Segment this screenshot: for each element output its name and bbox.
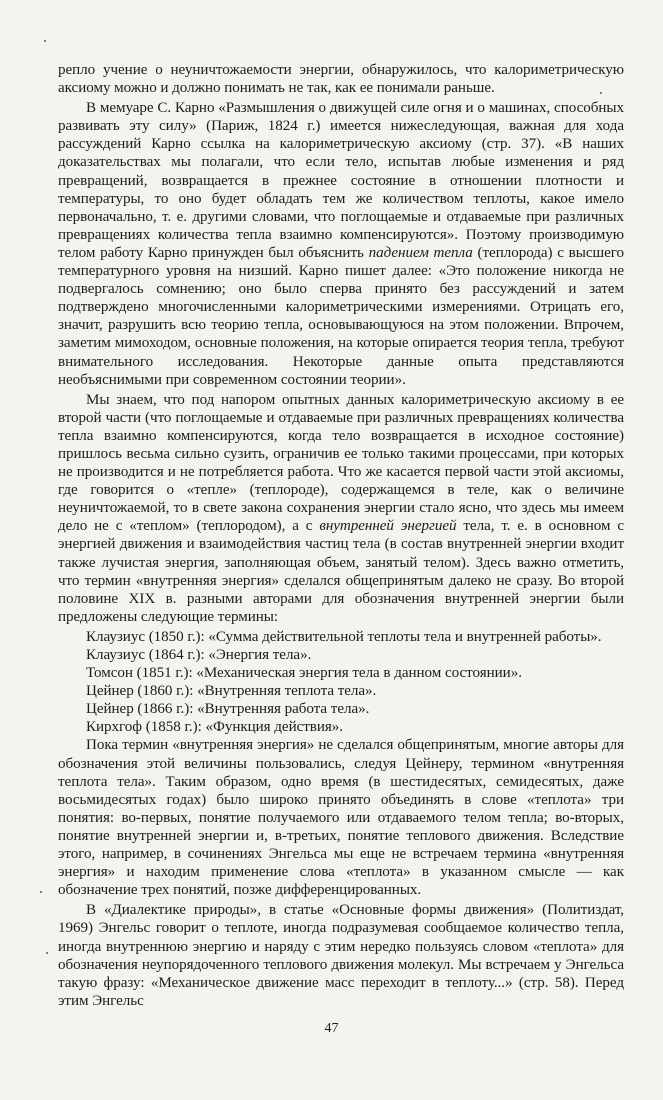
scan-speck <box>40 891 42 893</box>
page-number: 47 <box>324 1021 339 1036</box>
definition-line <box>58 682 624 700</box>
text-run: Мы знаем, что под напором опытных данных калориметрическую аксиому в ее второй части (что поглощаемые и отдаваемые при различных превращениях количества тепла взаимно компенсируются, когда тело возвращается в исходное состояние) пришлось весьма сильно сузить, ограничив ее только такими процессами, при которых не производится и не потребляется работа. Что же касается первой части этой аксиомы, где говорится о «тепле» (теплороде), содержащемся в теле, как о величине неуничтожаемой, то в свете закона сохранения энергии стало ясно, что здесь мы имеем дело не с «теплом» (теплородом), а с <box>58 391 624 535</box>
text-run: В мемуаре С. Карно «Размышления о движущей силе огня и о машинах, способных развивать эту силу» (Париж, 1824 г.) имеется нижеследующая, важная для хода рассуждений Карно ссылка на калориметрическую аксиому (стр. 37). «В наших доказательствах мы полагали, что если тело, испытав любые изменения и ряд превращений, возвращается в прежнее состояние в отношении плотности и температуры, то оно будет обладать тем же количеством теплоты, какое имело первоначально, т. е. другими словами, что поглощаемые и отдаваемые при различных превращениях количества тепла взаимно компенсируются». Поэтому производимую телом работу Карно принужден был объяснить <box>58 100 624 261</box>
text-run: В «Диалектике природы», в статье «Основные формы движения» (Политиздат, 1969) Энгельс говорит о теплоте, иногда подразумевая сообщаемое количество тепла, иногда внутреннюю энергию и наряду с этим нередко пользуясь словом «теплота» для обозначения неупорядоченного теплового движения молекул. Мы встречаем у Энгельса такую фразу: «Механическое движение масс переходит в теплоту...» (стр. 58). Перед этим Энгельс <box>58 902 624 1009</box>
text-run: (теплорода) с высшего температурного уровня на низший. Карно пишет далее: «Это положение никогда не подвергалось сомнению; оно было сперва принято без рассуждений и затем подтверждено многочисленными калориметрическими измерениями. Отрицать его, значит, разрушить всю теорию тепла, основывающуюся на этом положении. Впрочем, заметим мимоходом, основные положения, на которые опирается теория тепла, требуют внимательного исследования. Некоторые данные опыта представляются необъяснимыми при современном состоянии теории». <box>58 244 624 388</box>
paragraph <box>58 901 624 1010</box>
text-run: тела, т. е. в основном с энергией движения и взаимодействия частиц тела (в состав внутренней энергии входит также лучистая энергия, заполняющая объем, занятый телом). Здесь важно отметить, что термин «внутренняя энергия» сделался общепринятым далеко не сразу. Во второй половине XIX в. разными авторами для обозначения внутренней энергии были предложены следующие термины: <box>58 518 624 625</box>
definition-line <box>58 646 624 664</box>
scan-speck <box>44 40 46 42</box>
paragraph <box>58 99 624 389</box>
text-run: Цейнер (1860 г.): «Внутренняя теплота тела». <box>86 683 377 700</box>
paragraph <box>58 391 624 626</box>
italic-term: падением тепла <box>368 244 473 261</box>
paragraph <box>58 61 624 97</box>
text-run: Кирхгоф (1858 г.): «Функция действия». <box>86 719 344 736</box>
text-run: Клаузиус (1864 г.): «Энергия тела». <box>86 647 312 663</box>
definition-line <box>58 718 624 736</box>
italic-term: внутренней энергией <box>319 518 457 535</box>
scan-speck <box>46 952 48 954</box>
text-run: Томсон (1851 г.): «Механическая энергия тела в данном состоянии». <box>86 665 522 682</box>
body-text <box>58 61 624 1010</box>
definition-line <box>58 736 624 899</box>
definition-line <box>58 700 624 718</box>
definition-line <box>58 664 624 682</box>
definition-line <box>58 628 624 646</box>
text-run: репло учение о неуничтожаемости энергии, обнаружилось, что калориметрическую аксиому можно и должно понимать не так, как ее понимали раньше. <box>58 62 624 97</box>
text-run: Пока термин «внутренняя энергия» не сделался общепринятым, многие авторы для обозначения этой величины пользовались, следуя Цейнеру, термином «внутренняя теплота тела». Таким образом, одно время (в шестидесятых, семидесятых, даже восьмидесятых годах) было широко принято объединять в слове «теплота» три понятия: во-первых, понятие получаемого или отдаваемого телом тепла; во-вторых, понятие внутренней энергии и, в-третьих, понятие теплового движения. Вследствие этого, например, в сочинениях Энгельса мы еще не встречаем термина «внутренняя энергия» и находим применение слова «теплота» в указанном смысле — как обозначение трех понятий, позже дифференцированных. <box>58 737 624 899</box>
text-run: Клаузиус (1850 г.): «Сумма действительной теплоты тела и внутренней работы». <box>86 628 602 645</box>
text-run: Цейнер (1866 г.): «Внутренняя работа тела». <box>86 701 370 718</box>
